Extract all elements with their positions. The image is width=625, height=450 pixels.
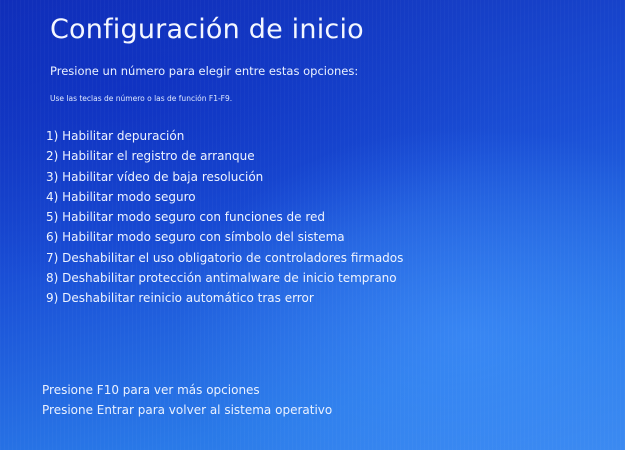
option-safe-mode-networking[interactable]: 5) Habilitar modo seguro con funciones de red (46, 210, 326, 225)
footer-instructions (42, 380, 332, 420)
option-disable-auto-restart[interactable]: 9) Deshabilitar reinicio automático tras error (46, 291, 314, 306)
key-hint-text: Use las teclas de número o las de función F1-F9. (50, 94, 233, 103)
option-enable-boot-logging[interactable]: 2) Habilitar el registro de arranque (46, 149, 255, 164)
instruction-text: Presione un número para elegir entre estas opciones: (50, 64, 359, 78)
startup-options-list (46, 126, 403, 309)
option-enable-safe-mode[interactable]: 4) Habilitar modo seguro (46, 189, 196, 204)
option-disable-driver-signature[interactable]: 7) Deshabilitar el uso obligatorio de controladores firmados (46, 250, 404, 265)
more-options-hint[interactable]: Presione F10 para ver más opciones (42, 383, 260, 397)
option-enable-low-resolution-video[interactable]: 3) Habilitar vídeo de baja resolución (46, 169, 264, 184)
option-enable-debugging[interactable]: 1) Habilitar depuración (46, 129, 185, 143)
option-safe-mode-command-prompt[interactable]: 6) Habilitar modo seguro con símbolo del sistema (46, 230, 345, 245)
page-title: Configuración de inicio (50, 14, 364, 45)
option-disable-early-antimalware[interactable]: 8) Deshabilitar protección antimalware de inicio temprano (46, 271, 397, 286)
return-to-os-hint[interactable]: Presione Entrar para volver al sistema operativo (42, 403, 333, 417)
